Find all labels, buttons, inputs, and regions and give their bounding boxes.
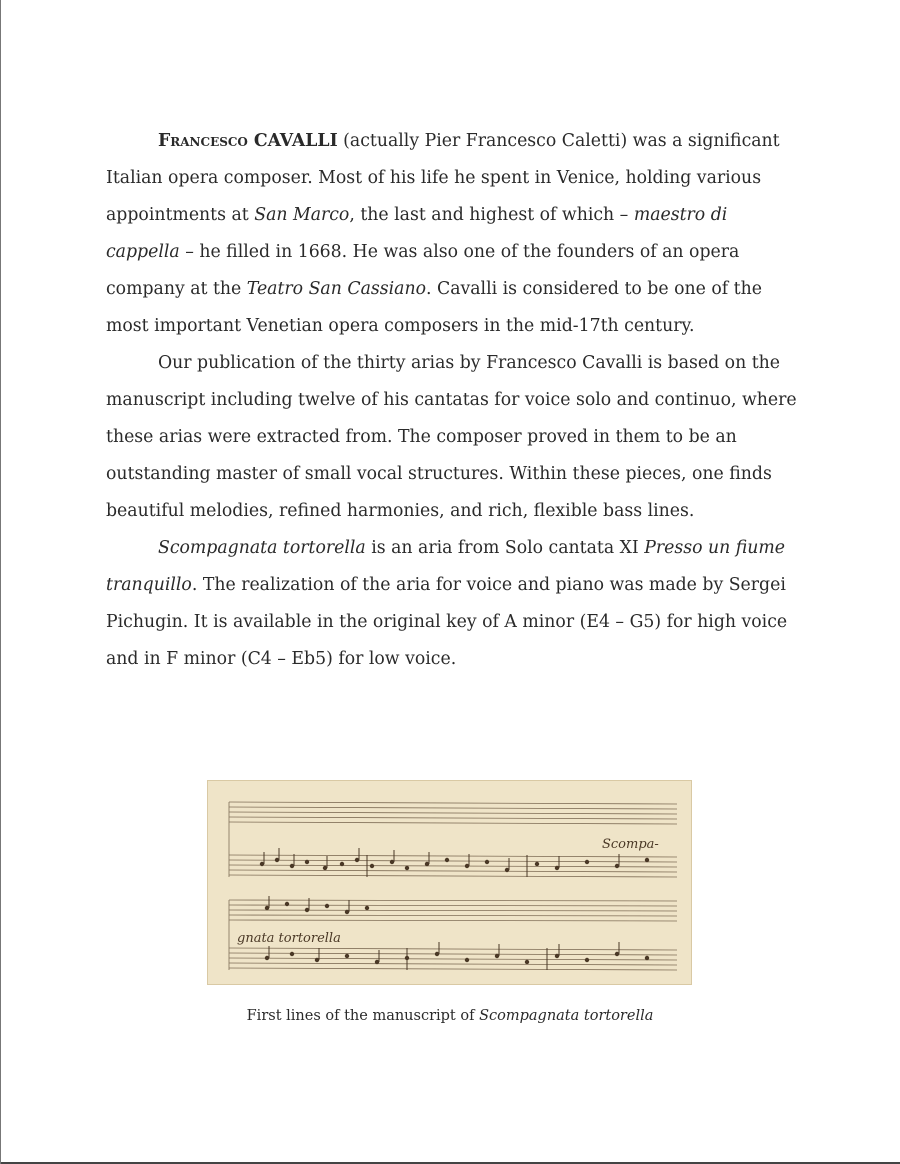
text-segment: Our publication of the thirty arias by Francesco Cavalli is based on the manuscript including twelve of his cantatas for voice solo and continuo, where these arias were extracted from. The composer proved in them to be an outstanding master of small vocal structures. Within these pieces, one finds beautiful melodies, refined harmonies, and rich, flexible bass lines. xyxy=(106,353,797,521)
figure-caption xyxy=(150,1008,750,1024)
paragraph-aria xyxy=(106,530,806,678)
text-segment: is an aria from Solo cantata XI xyxy=(365,538,645,558)
caption-title: Scompagnata tortorella xyxy=(479,1008,654,1024)
text-segment: . Cavalli is considered to be one of the most important Venetian opera composers in the mid-17th century. xyxy=(106,279,762,336)
manuscript-lyric-2: gnata tortorella xyxy=(237,931,341,946)
manuscript-lyric-1: Scompa- xyxy=(602,837,659,852)
text-segment: , the last and highest of which – xyxy=(349,205,634,225)
italic-maestro-di-cappella: maestro di cappella xyxy=(106,205,728,262)
text-segment: – he filled in 1668. He was also one of the founders of an opera company at the xyxy=(106,242,740,299)
italic-cantata-title: Presso un fiume tranquillo xyxy=(106,538,786,595)
manuscript-image xyxy=(207,780,692,985)
text-segment: (actually Pier Francesco Caletti) was a significant Italian opera composer. Most of his life he spent in Venice, holding various appointments at xyxy=(106,131,780,225)
page-left-border xyxy=(0,0,1,1164)
caption-text: First lines of the manuscript of xyxy=(246,1008,480,1024)
italic-san-marco: San Marco xyxy=(254,205,350,225)
composer-surname: CAVALLI xyxy=(253,131,338,151)
text-segment: . The realization of the aria for voice and piano was made by Sergei Pichugin. It is available in the original key of A minor (E4 – G5) for high voice and in F minor (C4 – Eb5) for low voice. xyxy=(106,575,788,669)
composer-first-name: Francesco xyxy=(158,131,254,151)
paragraph-biography xyxy=(106,123,806,345)
paragraph-publication xyxy=(106,345,806,530)
document-body xyxy=(106,123,806,678)
italic-teatro: Teatro San Cassiano xyxy=(246,279,426,299)
italic-aria-title: Scompagnata tortorella xyxy=(158,538,366,558)
manuscript-figure xyxy=(207,780,692,985)
